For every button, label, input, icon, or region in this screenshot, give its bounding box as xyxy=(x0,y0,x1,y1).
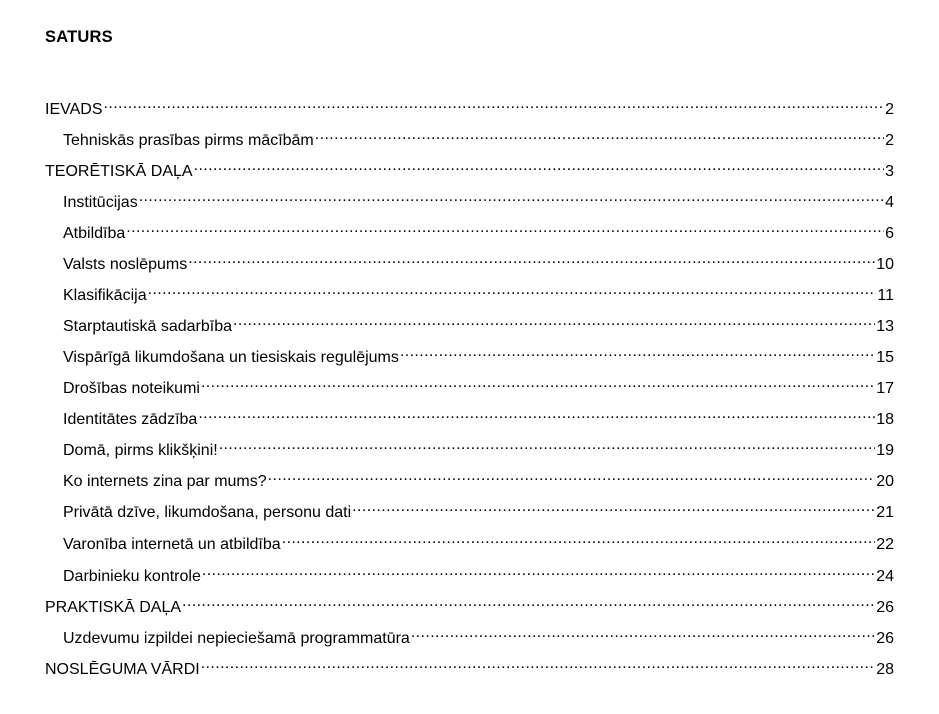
toc-dot-leader xyxy=(139,187,884,207)
toc-entry-title: Tehniskās prasības pirms mācībām xyxy=(63,132,314,149)
toc-entry[interactable] xyxy=(63,311,894,335)
toc-entry-title: Drošības noteikumi xyxy=(63,380,200,397)
toc-dot-leader xyxy=(194,156,885,176)
toc-entry-title: Uzdevumu izpildei nepieciešamā programmatūra xyxy=(63,630,410,647)
toc-entry[interactable] xyxy=(63,404,894,428)
toc-entry[interactable] xyxy=(45,592,894,616)
toc-page-number: 28 xyxy=(876,661,894,678)
toc-entry-title: IEVADS xyxy=(45,101,103,118)
toc-entry[interactable] xyxy=(63,373,894,397)
toc-entry-title: Institūcijas xyxy=(63,194,138,211)
toc-entry-title: Domā, pirms klikšķini! xyxy=(63,442,218,459)
toc-entry-title: PRAKTISKĀ DAĻA xyxy=(45,599,182,616)
toc-dot-leader xyxy=(188,249,875,269)
toc-page-number: 13 xyxy=(876,318,894,335)
toc-entry-title: Identitātes zādzība xyxy=(63,411,198,428)
toc-page-number: 4 xyxy=(885,194,894,211)
toc-dot-leader xyxy=(400,342,875,362)
toc-dot-leader xyxy=(126,218,884,238)
toc-entry[interactable] xyxy=(63,218,894,242)
toc-entry-title: Klasifikācija xyxy=(63,287,147,304)
page-title: SATURS xyxy=(45,28,113,46)
toc-entry-title: Valsts noslēpums xyxy=(63,256,188,273)
toc-entry-title: Ko internets zina par mums? xyxy=(63,473,267,490)
toc-page-number: 20 xyxy=(876,473,894,490)
toc-dot-leader xyxy=(315,125,884,145)
toc-entry-title: Varonība internetā un atbildība xyxy=(63,536,281,553)
toc-dot-leader xyxy=(182,592,875,612)
toc-entry-title: Starptautiskā sadarbība xyxy=(63,318,232,335)
toc-entry[interactable] xyxy=(63,497,894,521)
toc-page-number: 6 xyxy=(885,225,894,242)
toc-entry[interactable] xyxy=(63,187,894,211)
toc-entry[interactable] xyxy=(63,529,894,553)
toc-entry-title: Darbinieku kontrole xyxy=(63,568,201,585)
toc-page-number: 15 xyxy=(876,349,894,366)
toc-dot-leader xyxy=(148,280,877,300)
toc-entry-title: Vispārīgā likumdošana un tiesiskais regulējums xyxy=(63,349,399,366)
toc-dot-leader xyxy=(411,623,875,643)
toc-dot-leader xyxy=(201,654,876,674)
toc-entry[interactable] xyxy=(63,249,894,273)
toc-entry[interactable] xyxy=(63,435,894,459)
toc-dot-leader xyxy=(219,435,876,455)
toc-page-number: 19 xyxy=(876,442,894,459)
toc-page-number: 3 xyxy=(885,163,894,180)
toc-entry[interactable] xyxy=(63,280,894,304)
toc-page-number: 21 xyxy=(876,504,894,521)
toc-entry[interactable] xyxy=(45,156,894,180)
toc-page-number: 26 xyxy=(876,630,894,647)
toc-entry-title: Privātā dzīve, likumdošana, personu dati xyxy=(63,504,352,521)
toc-page-number: 24 xyxy=(876,568,894,585)
toc-entry[interactable] xyxy=(45,654,894,678)
toc-dot-leader xyxy=(104,94,885,114)
toc-page-number: 26 xyxy=(876,599,894,616)
toc-entry-title: TEORĒTISKĀ DAĻA xyxy=(45,163,193,180)
toc-page-number: 22 xyxy=(876,536,894,553)
toc-page-number: 10 xyxy=(876,256,894,273)
toc-entry[interactable] xyxy=(63,561,894,585)
toc-dot-leader xyxy=(282,529,876,549)
toc-entry[interactable] xyxy=(63,623,894,647)
toc-dot-leader xyxy=(198,404,875,424)
toc-entry-title: Atbildība xyxy=(63,225,126,242)
toc-page-number: 2 xyxy=(885,101,894,118)
toc-entry[interactable] xyxy=(63,125,894,149)
toc-entry[interactable] xyxy=(63,466,894,490)
toc-entry[interactable] xyxy=(63,342,894,366)
toc-dot-leader xyxy=(202,561,875,581)
toc-dot-leader xyxy=(233,311,875,331)
toc-entry[interactable] xyxy=(45,94,894,118)
toc-entry-title: NOSLĒGUMA VĀRDI xyxy=(45,661,200,678)
toc-page-number: 11 xyxy=(877,287,894,304)
toc-page-number: 2 xyxy=(885,132,894,149)
toc-dot-leader xyxy=(352,497,875,517)
toc-page-number: 18 xyxy=(876,411,894,428)
toc-dot-leader xyxy=(268,466,876,486)
toc-page-number: 17 xyxy=(876,380,894,397)
toc-dot-leader xyxy=(201,373,875,393)
